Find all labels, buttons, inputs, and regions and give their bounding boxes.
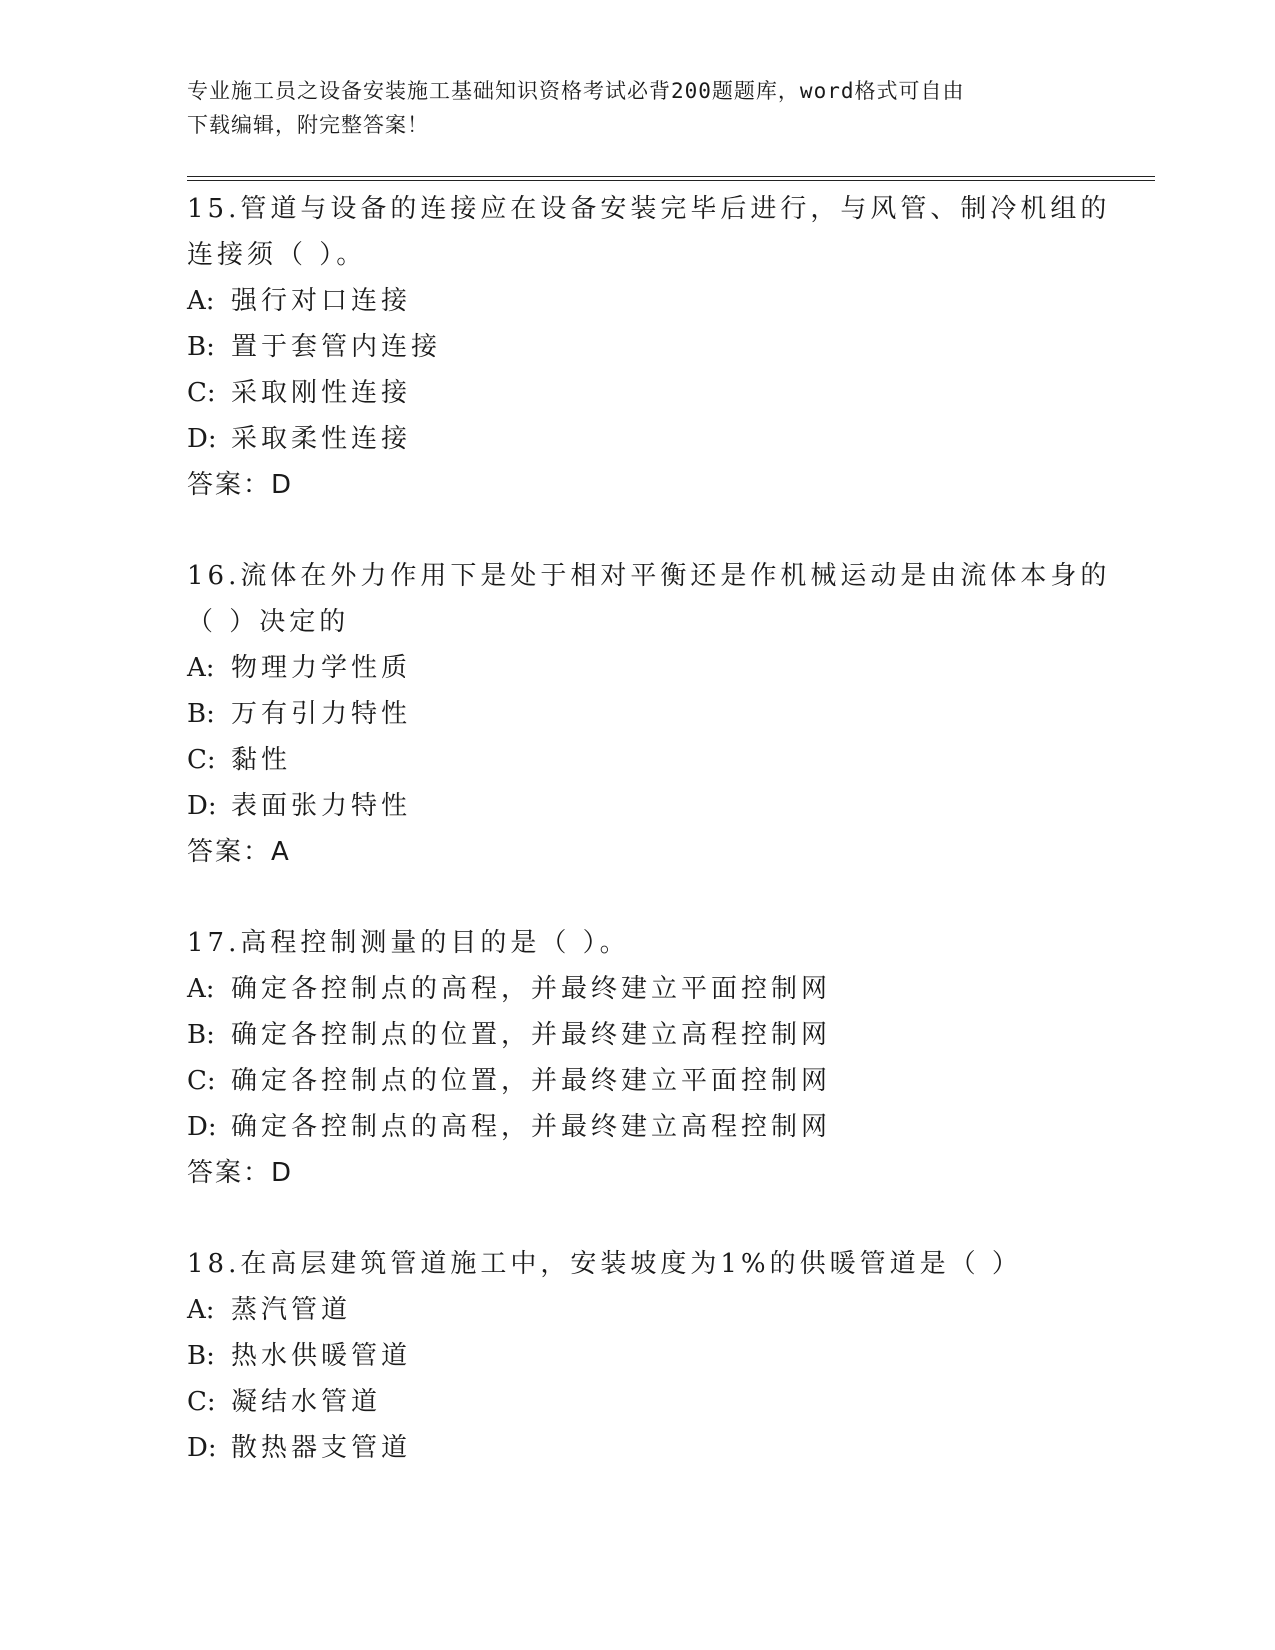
option-letter: A: <box>187 1295 215 1325</box>
option-item <box>187 737 1167 783</box>
option-letter: A: <box>187 974 215 1004</box>
question-stem-line: 连接须（ ）。 <box>187 240 367 270</box>
option-item <box>187 370 1167 416</box>
option-text: 确定各控制点的高程，并最终建立平面控制网 <box>231 974 832 1004</box>
option-text: 物理力学性质 <box>231 653 412 683</box>
question-stem-line: 18.在高层建筑管道施工中，安装坡度为1%的供暖管道是（ ） <box>187 1249 1022 1279</box>
option-letter: B: <box>187 1341 215 1371</box>
option-text: 确定各控制点的位置，并最终建立平面控制网 <box>231 1066 832 1096</box>
option-item <box>187 1425 1167 1471</box>
option-item <box>187 1333 1167 1379</box>
option-text: 确定各控制点的位置，并最终建立高程控制网 <box>231 1020 832 1050</box>
option-letter: C: <box>187 1387 216 1417</box>
option-letter: D: <box>187 1112 217 1142</box>
option-item <box>187 324 1167 370</box>
document-header <box>187 74 1067 142</box>
option-item <box>187 1104 1167 1150</box>
question-stem-line: 17.高程控制测量的目的是（ ）。 <box>187 928 630 958</box>
question-list <box>187 186 1167 1516</box>
option-letter: C: <box>187 378 216 408</box>
option-letter: B: <box>187 332 215 362</box>
header-divider <box>187 176 1155 181</box>
option-text: 确定各控制点的高程，并最终建立高程控制网 <box>231 1112 832 1142</box>
header-line-1: 专业施工员之设备安装施工基础知识资格考试必背200题题库，word格式可自由 <box>187 79 965 103</box>
option-item <box>187 1379 1167 1425</box>
question-1 <box>187 186 1167 508</box>
option-text: 黏性 <box>231 745 292 775</box>
option-text: 蒸汽管道 <box>231 1295 352 1325</box>
answer-line: 答案：A <box>187 837 291 867</box>
document-page <box>187 0 1167 1650</box>
answer-line: 答案：D <box>187 1158 294 1188</box>
question-2 <box>187 553 1167 875</box>
question-stem-line: （ ）决定的 <box>187 607 350 637</box>
question-stem-line: 16.流体在外力作用下是处于相对平衡还是作机械运动是由流体本身的 <box>187 561 1111 591</box>
option-letter: D: <box>187 1433 217 1463</box>
option-item <box>187 783 1167 829</box>
option-letter: D: <box>187 791 217 821</box>
option-text: 置于套管内连接 <box>231 332 442 362</box>
option-item <box>187 1058 1167 1104</box>
question-3 <box>187 920 1167 1196</box>
option-text: 采取刚性连接 <box>231 378 412 408</box>
option-item <box>187 691 1167 737</box>
option-text: 强行对口连接 <box>231 286 412 316</box>
option-letter: B: <box>187 1020 215 1050</box>
header-line-2: 下载编辑，附完整答案！ <box>187 113 429 137</box>
answer-line: 答案：D <box>187 470 294 500</box>
option-text: 散热器支管道 <box>231 1433 412 1463</box>
option-text: 万有引力特性 <box>231 699 412 729</box>
question-4 <box>187 1241 1167 1471</box>
option-letter: B: <box>187 699 215 729</box>
option-letter: A: <box>187 286 215 316</box>
option-item <box>187 1012 1167 1058</box>
option-item <box>187 645 1167 691</box>
option-text: 采取柔性连接 <box>231 424 412 454</box>
option-item <box>187 278 1167 324</box>
option-item <box>187 966 1167 1012</box>
option-text: 热水供暖管道 <box>231 1341 412 1371</box>
option-item <box>187 416 1167 462</box>
question-stem-line: 15.管道与设备的连接应在设备安装完毕后进行，与风管、制冷机组的 <box>187 194 1111 224</box>
option-item <box>187 1287 1167 1333</box>
option-letter: C: <box>187 745 216 775</box>
option-letter: A: <box>187 653 215 683</box>
option-text: 表面张力特性 <box>231 791 412 821</box>
option-letter: C: <box>187 1066 216 1096</box>
option-letter: D: <box>187 424 217 454</box>
option-text: 凝结水管道 <box>231 1387 382 1417</box>
